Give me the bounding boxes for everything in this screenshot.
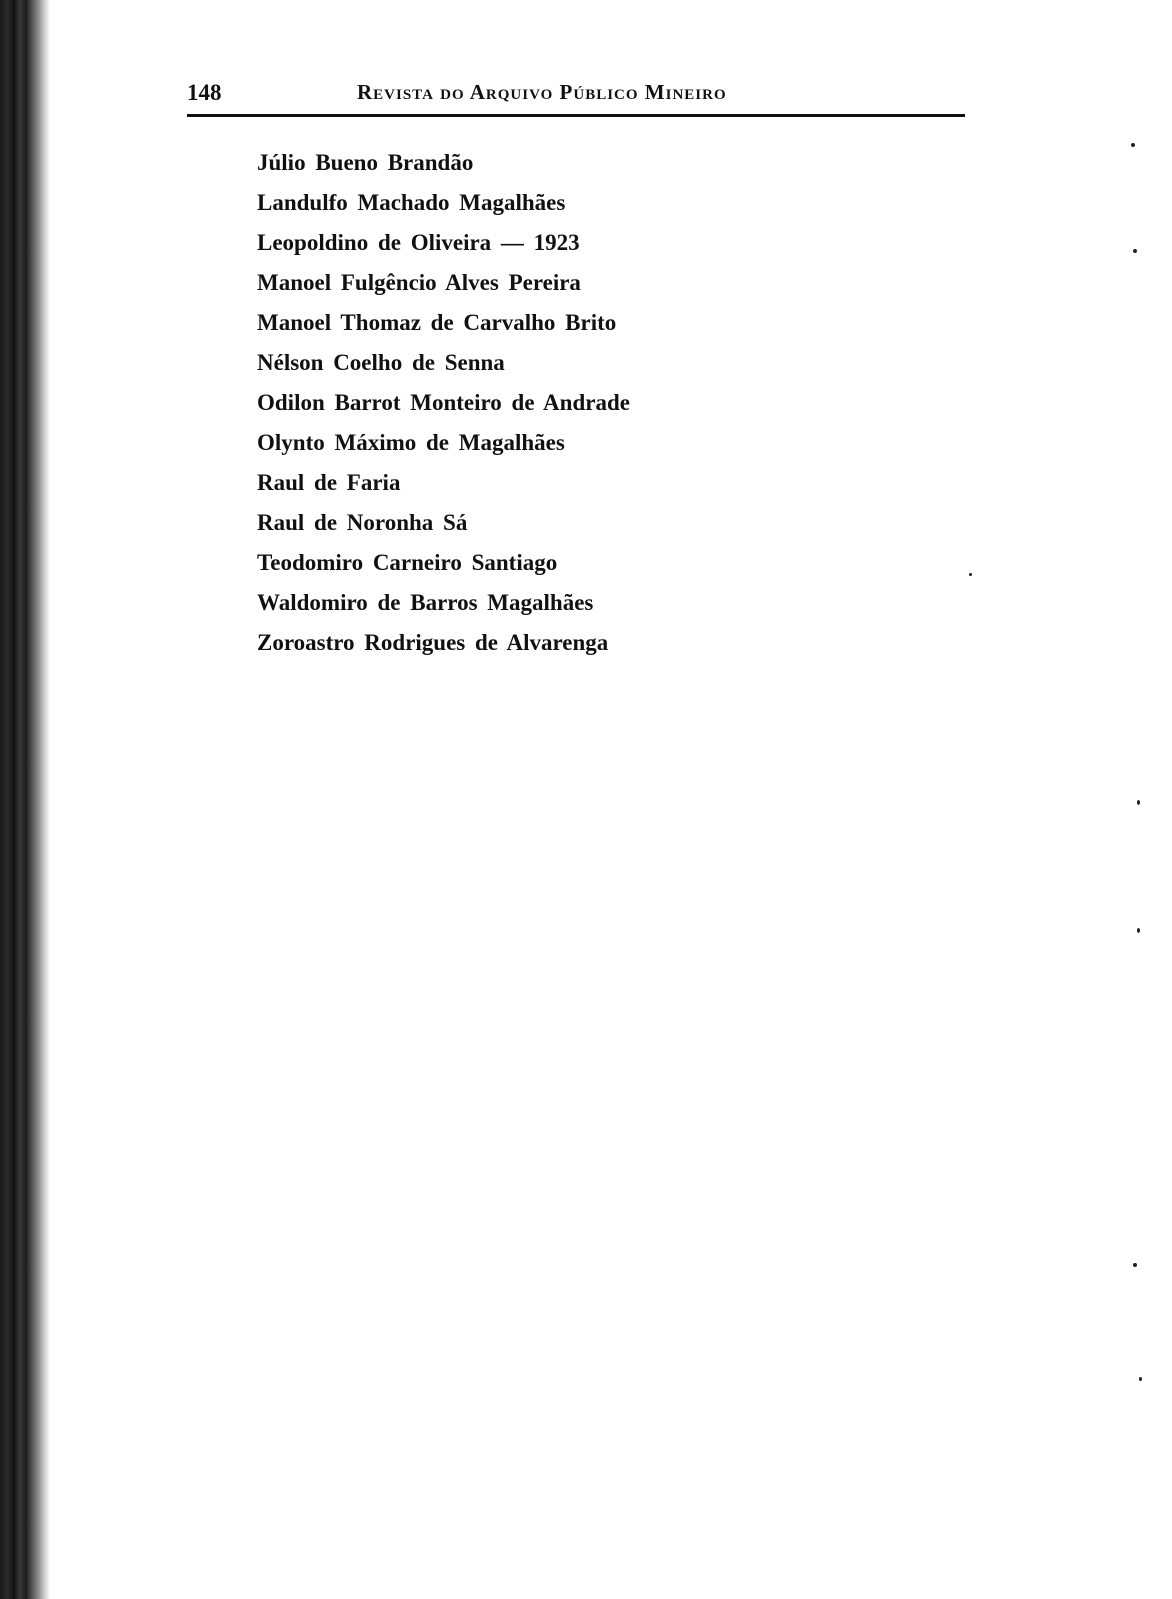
scan-speck	[1139, 1377, 1142, 1381]
list-item: Zoroastro Rodrigues de Alvarenga	[257, 630, 609, 655]
list-item: Waldomiro de Barros Magalhães	[257, 590, 594, 615]
list-item: Júlio Bueno Brandão	[257, 150, 474, 175]
page-number: 148	[187, 80, 222, 105]
list-item: Landulfo Machado Magalhães	[257, 190, 566, 215]
scan-speck	[1137, 928, 1140, 933]
running-header	[187, 74, 965, 117]
list-item: Nélson Coelho de Senna	[257, 350, 505, 375]
scan-speck	[1137, 800, 1140, 805]
scan-speck	[1133, 249, 1137, 253]
list-item: Manoel Fulgêncio Alves Pereira	[257, 270, 581, 295]
scan-speck	[1131, 143, 1135, 147]
list-item: Olynto Máximo de Magalhães	[257, 430, 565, 455]
book-binding-shadow	[0, 0, 50, 1599]
journal-title: Revista do Arquivo Público Mineiro	[357, 80, 727, 104]
list-item: Raul de Faria	[257, 470, 401, 495]
scan-speck	[969, 573, 972, 576]
list-item: Teodomiro Carneiro Santiago	[257, 550, 558, 575]
list-item: Leopoldino de Oliveira — 1923	[257, 230, 580, 255]
list-item: Manoel Thomaz de Carvalho Brito	[257, 310, 617, 335]
list-item: Raul de Noronha Sá	[257, 510, 468, 535]
scan-speck	[1133, 1263, 1137, 1267]
list-item: Odilon Barrot Monteiro de Andrade	[257, 390, 630, 415]
name-list	[257, 143, 630, 663]
